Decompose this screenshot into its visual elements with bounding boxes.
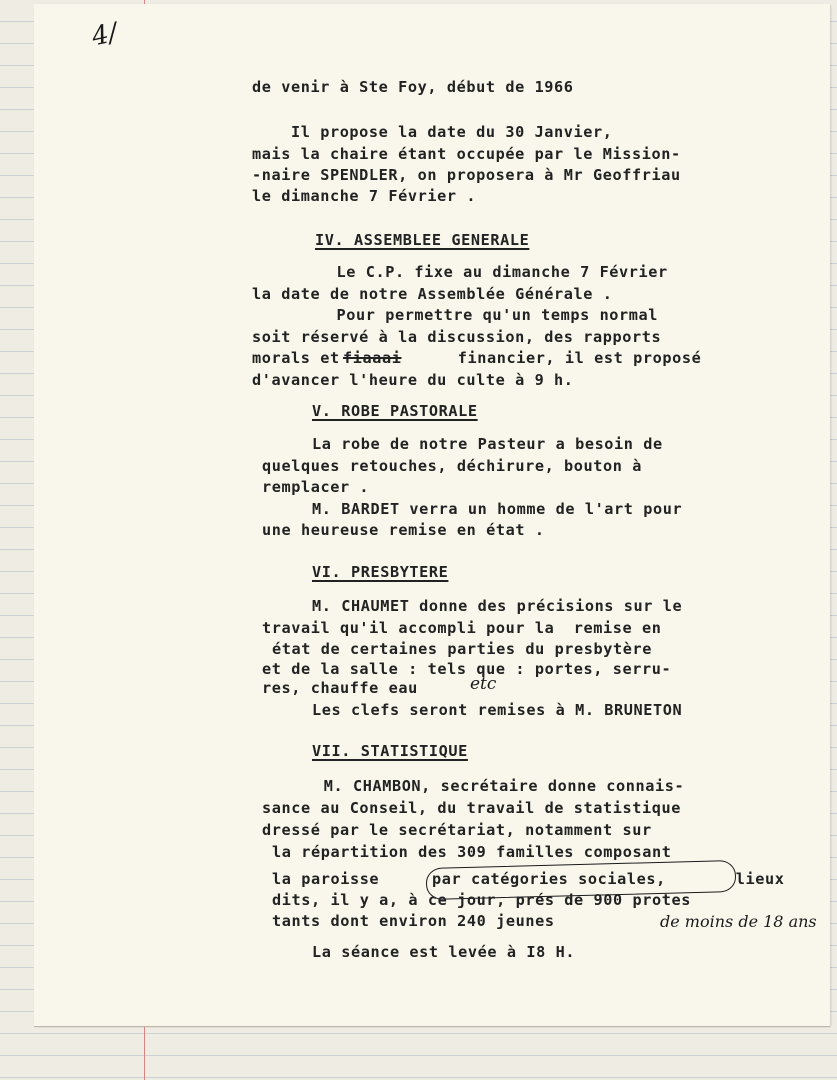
opening-line: de venir à Ste Foy, début de 1966 [252, 78, 574, 96]
section-line: travail qu'il accompli pour la remise en [262, 619, 662, 637]
section-line: dressé par le secrétariat, notamment sur [262, 821, 652, 839]
intro-line: Il propose la date du 30 Janvier, [252, 123, 613, 141]
section-line: état de certaines parties du presbytère [272, 640, 653, 658]
section-line: morals et [252, 349, 340, 367]
handwritten-age-note: de moins de 18 ans [660, 912, 817, 931]
section-line: res, chauffe eau [262, 679, 418, 697]
section-line: quelques retouches, déchirure, bouton à [262, 457, 643, 475]
section-line: soit réservé à la discussion, des rapports [252, 328, 662, 346]
intro-line: mais la chaire étant occupée par le Mission- [252, 145, 681, 163]
handwritten-etc: etc [470, 674, 497, 694]
section-heading-presbytere: VI. PRESBYTERE [312, 563, 449, 581]
section-line: Pour permettre qu'un temps normal [317, 306, 659, 324]
sheet-edge [34, 1026, 830, 1027]
section-line: remplacer . [262, 478, 370, 496]
section-line: financier, il est proposé [448, 349, 702, 367]
section-line: une heureuse remise en état . [262, 521, 545, 539]
intro-line: le dimanche 7 Février . [252, 187, 477, 205]
section-line: d'avancer l'heure du culte à 9 h. [252, 371, 574, 389]
section-line: et de la salle : tels que : portes, serru- [262, 660, 672, 678]
struck-word: fiaaai [343, 349, 402, 367]
section-heading-assemblee: IV. ASSEMBLEE GENERALE [315, 231, 530, 249]
section-line: Le C.P. fixe au dimanche 7 Février [317, 263, 668, 281]
section-line: la répartition des 309 familles composant [272, 843, 672, 861]
section-line: La robe de notre Pasteur a besoin de [312, 435, 663, 453]
section-heading-statistique: VII. STATISTIQUE [312, 742, 468, 760]
section-line: M. CHAMBON, secrétaire donne connais- [314, 777, 685, 795]
section-line: la paroisse [272, 870, 380, 888]
circled-phrase: par catégories sociales, [432, 870, 666, 888]
handwritten-page-mark: 4/ [89, 17, 121, 53]
section-heading-robe: V. ROBE PASTORALE [312, 402, 478, 420]
section-line: M. BARDET verra un homme de l'art pour [312, 500, 683, 518]
section-line: M. CHAUMET donne des précisions sur le [312, 597, 683, 615]
section-line: dits, il y a, à ce jour, prés de 900 protes [272, 891, 691, 909]
closing-line: La séance est levée à I8 H. [312, 943, 576, 961]
section-line: tants dont environ 240 jeunes [272, 912, 555, 930]
intro-line: -naire SPENDLER, on proposera à Mr Geoffriau [252, 166, 681, 184]
section-line: la date de notre Assemblée Générale . [252, 285, 613, 303]
section-line: Les clefs seront remises à M. BRUNETON [312, 701, 683, 719]
section-line: lieux [726, 870, 785, 888]
section-line: sance au Conseil, du travail de statistique [262, 799, 681, 817]
